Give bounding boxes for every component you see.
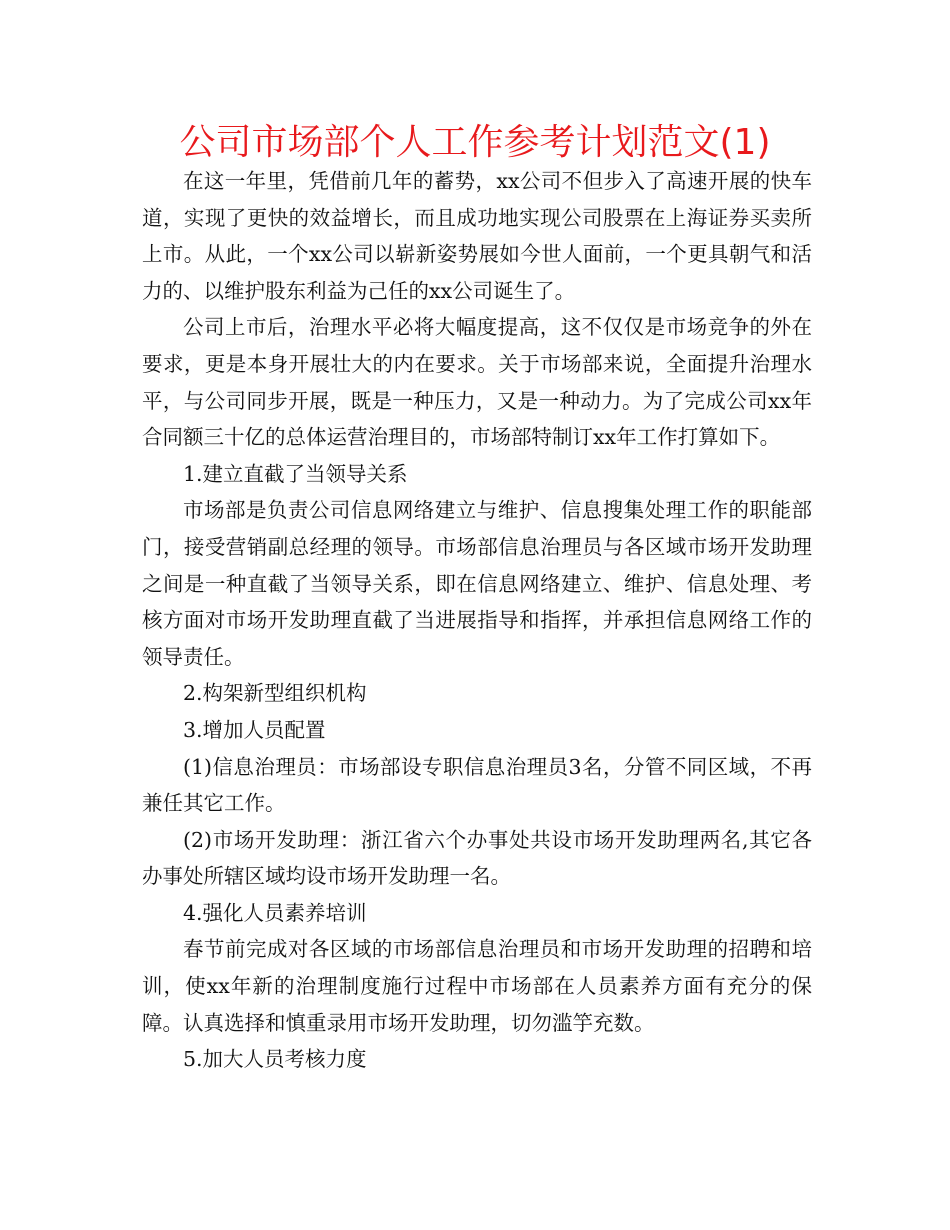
paragraph-item-3-sub-2: (2)市场开发助理：浙江省六个办事处共设市场开发助理两名,其它各办事处所辖区域均设市场开发助理一名。 [142,827,812,889]
paragraph-listing-goal: 公司上市后，治理水平必将大幅度提高，这不仅仅是市场竞争的外在要求，更是本身开展壮大的内在要求。关于市场部来说，全面提升治理水平，与公司同步开展，既是一种压力，又是一种动力。为了完成公司xx年合同额三十亿的总体运营治理目的，市场部特制订xx年工作打算如下。 [142,315,812,450]
paragraph-item-3-sub-1: (1)信息治理员：市场部设专职信息治理员3名，分管不同区域，不再兼任其它工作。 [142,754,812,816]
document-body [142,163,812,1078]
heading-item-1: 1.建立直截了当领导关系 [183,461,408,486]
paragraph-intro: 在这一年里，凭借前几年的蓄势，xx公司不但步入了高速开展的快车道，实现了更快的效益增长，而且成功地实现公司股票在上海证券买卖所上市。从此，一个xx公司以崭新姿势展如今世人面前，一个更具朝气和活力的、以维护股东利益为己任的xx公司诞生了。 [142,169,812,303]
heading-item-4: 4.强化人员素养培训 [183,900,367,925]
heading-item-5: 5.加大人员考核力度 [183,1047,367,1072]
document-title: 公司市场部个人工作参考计划范文(1) [179,122,771,163]
heading-item-2: 2.构架新型组织机构 [183,681,367,706]
paragraph-item-4-detail: 春节前完成对各区域的市场部信息治理员和市场开发助理的招聘和培训，使xx年新的治理制度施行过程中市场部在人员素养方面有充分的保障。认真选择和慎重录用市场开发助理，切勿滥竽充数。 [142,937,812,1035]
paragraph-item-1-detail: 市场部是负责公司信息网络建立与维护、信息搜集处理工作的职能部门，接受营销副总经理的领导。市场部信息治理员与各区域市场开发助理之间是一种直截了当领导关系，即在信息网络建立、维护、信息处理、考核方面对市场开发助理直截了当进展指导和指挥，并承担信息网络工作的领导责任。 [142,498,812,669]
heading-item-3: 3.增加人员配置 [183,717,326,742]
